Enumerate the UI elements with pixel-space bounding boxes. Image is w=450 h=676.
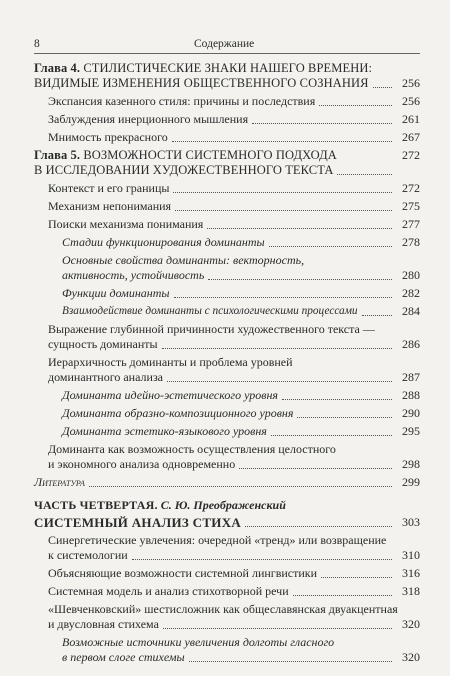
subentry-title: Доминанта идейно-эстетического уровня [62,388,278,402]
subentry-title-line2: активность, устойчивость [62,268,205,282]
toc-entry[interactable] [34,533,420,548]
toc-subentry-cont[interactable] [34,268,420,283]
entry-title-line1: Иерархичность доминанты и проблема уровней [48,355,293,369]
leader-dots [239,468,392,469]
subentry-page: 320 [402,650,420,664]
entry-page: 256 [402,94,420,108]
part-4-title: СИСТЕМНЫЙ АНАЛИЗ СТИХА [34,515,242,530]
toc-subentry-cont[interactable] [34,650,420,665]
subentry-title-line1: Возможные источники увеличения долготы гласного [62,635,335,649]
leader-dots [132,559,392,560]
leader-dots [89,486,392,487]
running-title: Содержание [194,38,255,50]
toc-entry[interactable] [34,602,420,617]
page-number: 8 [34,38,40,50]
toc-entry[interactable] [34,199,420,214]
entry-title: Поиски механизма понимания [48,217,204,231]
toc-subentry[interactable] [34,235,420,250]
toc-entry[interactable] [34,442,420,457]
entry-title: Заблуждения инерционного мышления [48,112,249,126]
toc-subentry[interactable] [34,388,420,403]
entry-title: Мнимость прекрасного [48,130,168,144]
subentry-title: Взаимодействие доминанты с психологическими процессами [62,305,358,317]
toc-entry[interactable] [34,112,420,127]
toc-entry-cont[interactable] [34,337,420,352]
literature-title: Литература [34,475,85,489]
leader-dots [208,279,392,280]
subentry-title-line1: Основные свойства доминанты: векторность, [62,253,305,267]
leader-dots [337,174,392,175]
entry-title: Механизм непонимания [48,199,172,213]
leader-dots [293,595,392,596]
entry-page: 287 [402,370,420,384]
subentry-page: 278 [402,235,420,249]
toc-chapter-5[interactable] [34,148,420,163]
chapter-4-label: Глава 4. [34,61,81,75]
leader-dots [173,192,392,193]
part-4-label: ЧАСТЬ ЧЕТВЕРТАЯ. [34,498,158,512]
entry-page: 310 [402,548,420,562]
toc-entry-cont[interactable] [34,457,420,472]
chapter-5-title-line1: ВОЗМОЖНОСТИ СИСТЕМНОГО ПОДХОДА [83,148,337,162]
entry-title-line2: и экономного анализа одновременно [48,457,236,471]
leader-dots [189,661,392,662]
toc-entry[interactable] [34,322,420,337]
toc-entry-cont[interactable] [34,548,420,563]
leader-dots [282,399,392,400]
leader-dots [163,628,392,629]
entry-title-line1: «Шевченковский» шестисложник как общеславянская двуакцентная [48,602,398,616]
entry-title-line2: и двусловная стихема [48,617,159,631]
leader-dots [362,315,392,316]
subentry-page: 290 [402,406,420,420]
entry-title-line2: к системологии [48,548,128,562]
toc-subentry[interactable] [34,635,420,650]
subentry-title: Доминанта образно-композиционного уровня [62,406,294,420]
entry-title: Объясняющие возможности системной лингвистики [48,566,318,580]
chapter-4-page: 256 [402,76,420,90]
toc-entry[interactable] [34,355,420,370]
toc-entry-cont[interactable] [34,370,420,385]
leader-dots [172,141,392,142]
entry-title: Экспансия казенного стиля: причины и последствия [48,94,316,108]
leader-dots [373,87,392,88]
page-header [34,38,420,54]
toc-subentry[interactable] [34,304,420,319]
subentry-page: 284 [402,304,420,318]
subentry-page: 280 [402,268,420,282]
toc-part-4-title[interactable] [34,515,420,530]
chapter-4-title-line2: ВИДИМЫЕ ИЗМЕНЕНИЯ ОБЩЕСТВЕННОГО СОЗНАНИЯ [34,76,369,90]
toc-subentry[interactable] [34,286,420,301]
toc-chapter-5-cont[interactable] [34,163,420,178]
subentry-title-line2: в первом слоге стихемы [62,650,185,664]
entry-title-line1: Синергетические увлечения: очередной «тренд» или возвращение [48,533,387,547]
toc-entry[interactable] [34,130,420,145]
subentry-title: Функции доминанты [62,286,170,300]
leader-dots [167,381,392,382]
chapter-5-title-line2: В ИССЛЕДОВАНИИ ХУДОЖЕСТВЕННОГО ТЕКСТА [34,163,334,177]
entry-title: Контекст и его границы [48,181,170,195]
leader-dots [297,417,392,418]
entry-page: 261 [402,112,420,126]
leader-dots [162,348,392,349]
table-of-contents [34,61,420,665]
subentry-title: Доминанта эстетико-языкового уровня [62,424,267,438]
entry-page: 286 [402,337,420,351]
part-4-author: С. Ю. Преображенский [160,498,286,512]
leader-dots [207,228,392,229]
chapter-5-page: 272 [402,148,420,162]
leader-dots [174,297,392,298]
toc-subentry[interactable] [34,253,420,268]
literature-page: 299 [402,475,420,489]
toc-entry[interactable] [34,181,420,196]
entry-title-line1: Выражение глубинной причинности художественного текста — [48,322,375,336]
chapter-4-title-line1: СТИЛИСТИЧЕСКИЕ ЗНАКИ НАШЕГО ВРЕМЕНИ: [83,61,373,75]
toc-part-4-header[interactable] [34,498,420,513]
entry-page: 277 [402,217,420,231]
toc-chapter-4[interactable] [34,61,420,76]
entry-page: 320 [402,617,420,631]
entry-page: 316 [402,566,420,580]
subentry-title: Стадии функционирования доминанты [62,235,265,249]
leader-dots [175,210,392,211]
leader-dots [271,435,392,436]
leader-dots [245,526,392,527]
toc-entry[interactable] [34,217,420,232]
toc-subentry[interactable] [34,424,420,439]
toc-literature[interactable] [34,475,420,490]
leader-dots [321,577,392,578]
chapter-5-label: Глава 5. [34,148,81,162]
entry-title-line2: сущность доминанты [48,337,158,351]
entry-page: 272 [402,181,420,195]
subentry-page: 282 [402,286,420,300]
toc-chapter-4-cont[interactable] [34,76,420,91]
entry-page: 275 [402,199,420,213]
toc-subentry[interactable] [34,406,420,421]
subentry-page: 288 [402,388,420,402]
entry-page: 267 [402,130,420,144]
toc-entry[interactable] [34,94,420,109]
leader-dots [252,123,392,124]
entry-title: Системная модель и анализ стихотворной речи [48,584,289,598]
entry-title-line2: доминантного анализа [48,370,164,384]
leader-dots [319,105,392,106]
entry-page: 318 [402,584,420,598]
toc-entry-cont[interactable] [34,617,420,632]
toc-entry[interactable] [34,566,420,581]
leader-dots [269,246,392,247]
part-4-page: 303 [402,515,420,529]
entry-page: 298 [402,457,420,471]
entry-title-line1: Доминанта как возможность осуществления целостного [48,442,336,456]
subentry-page: 295 [402,424,420,438]
toc-entry[interactable] [34,584,420,599]
